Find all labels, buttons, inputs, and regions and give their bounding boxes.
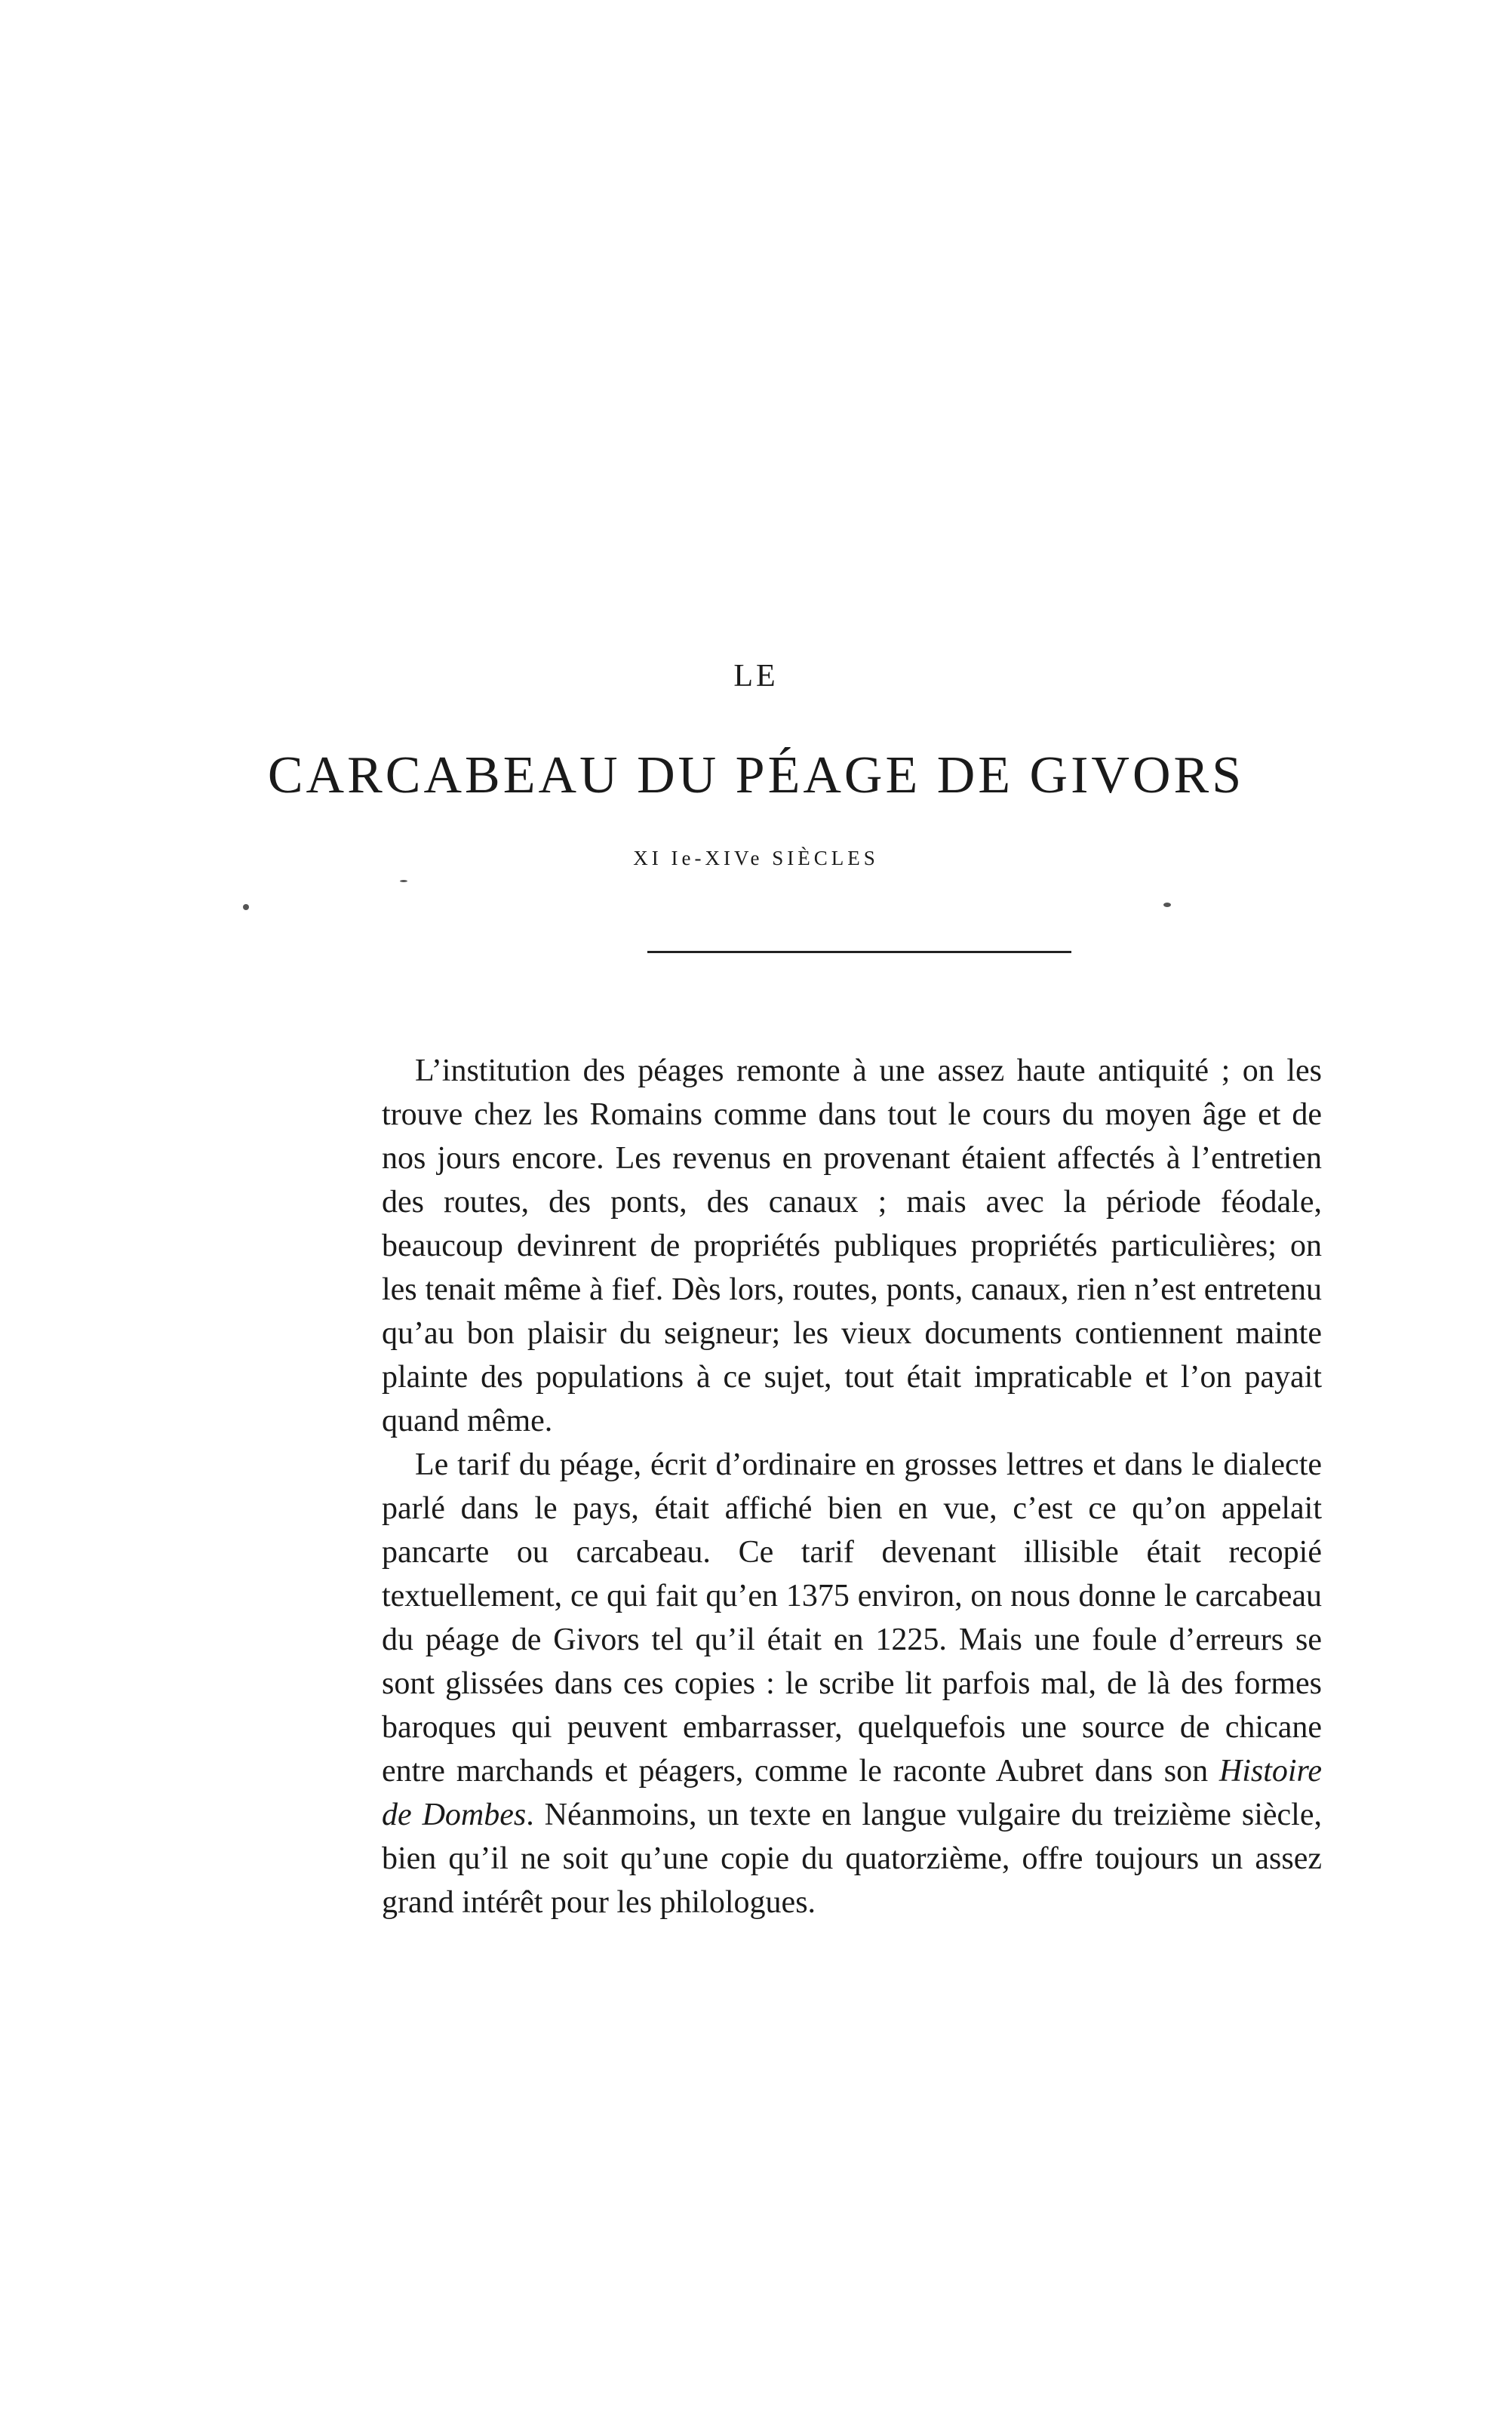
paragraph-2-text-a: Le tarif du péage, écrit d’ordinaire en grosses lettres et dans le dialecte parlé dans le pays, était affiché bien en vue, c’est ce qu’on appelait pancarte ou carcabeau. Ce tarif devenant illisible était recopié textuellement, ce qui fait qu’en 1375 environ, on nous donne le carcabeau du péage de Givors tel qu’il était en 1225. Mais une foule d’erreurs se sont glissées dans ces copies : le scribe lit parfois mal, de là des formes baroques qui peuvent embarrasser, quelquefois une source de chicane entre marchands et péagers, comme le raconte Aubret dans son — [382, 1447, 1322, 1789]
scan-speck — [1163, 903, 1171, 907]
paragraph-1: L’institution des péages remonte à une assez haute antiquité ; on les trouve chez les Romains comme dans tout le cours du moyen âge et de nos jours encore. Les revenus en provenant étaient affectés à l’entretien des routes, des ponts, des canaux ; mais avec la période féodale, beaucoup devinrent de propriétés publiques propriétés particulières; on les tenait même à fief. Dès lors, routes, ponts, canaux, rien n’est entretenu qu’au bon plaisir du seigneur; les vieux documents contiennent mainte plainte des populations à ce sujet, tout était impraticable et l’on payait quand même. — [382, 1053, 1322, 1438]
paragraph-2 — [382, 1443, 1322, 1924]
paragraph-2-text-b: . Néanmoins, un texte en langue vulgaire du treizième siècle, bien qu’il ne soit qu’une copie du quatorzième, offre toujours un assez grand intérêt pour les philologues. — [382, 1798, 1322, 1920]
document-subtitle: XI Ie-XIVe SIÈCLES — [633, 847, 879, 869]
title-rule — [647, 951, 1071, 953]
scan-speck — [243, 904, 249, 910]
scan-speck — [400, 880, 407, 882]
document-title: CARCABEAU DU PÉAGE DE GIVORS — [267, 746, 1245, 804]
book-title-italic: Histoire de Dombes — [382, 1754, 1322, 1832]
heading-le: LE — [733, 659, 779, 694]
document-body — [382, 1049, 1322, 1924]
